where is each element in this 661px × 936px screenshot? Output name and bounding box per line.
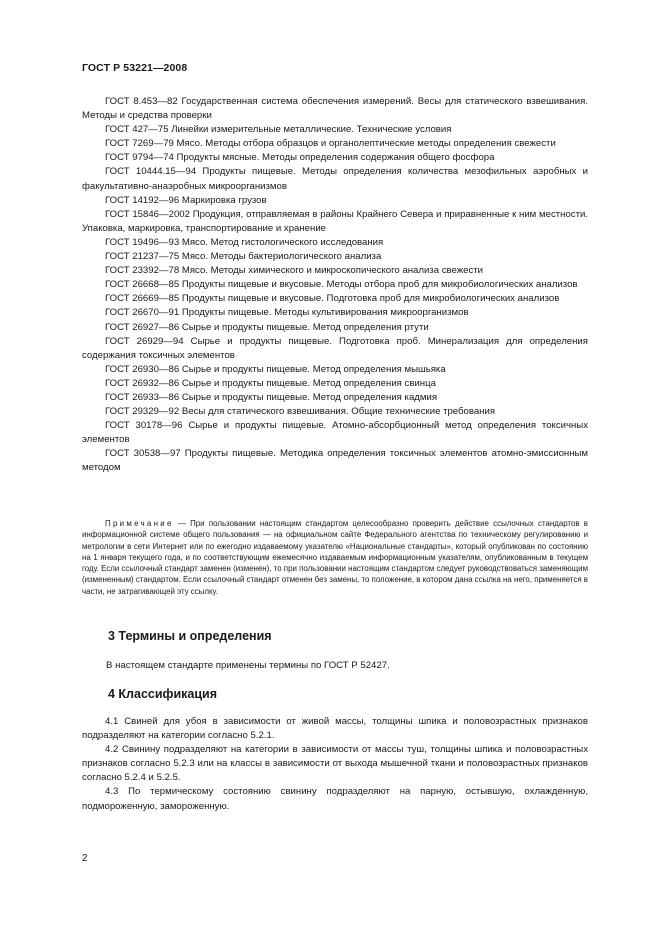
reference-item: ГОСТ 26929—94 Сырье и продукты пищевые. Подготовка проб. Минерализация для определения содержания токсичных элементов [82,335,588,361]
reference-item: ГОСТ 7269—79 Мясо. Методы отбора образцов и органолептические методы определения свежести [105,138,556,150]
clause-4-3: 4.3 По термическому состоянию свинину подразделяют на парную, остывшую, охлажденную, подмороженную, замороженную. [82,786,588,812]
running-header: ГОСТ Р 53221—2008 [82,62,188,74]
reference-item: ГОСТ 30178—96 Сырье и продукты пищевые. Атомно-абсорбционный метод определения токсичных элементов [82,420,588,446]
reference-item: ГОСТ 26927—86 Сырье и продукты пищевые. Метод определения ртути [105,321,429,333]
reference-item: ГОСТ 26668—85 Продукты пищевые и вкусовые. Методы отбора проб для микробиологических анализов [105,279,578,291]
reference-item: ГОСТ 26669—85 Продукты пищевые и вкусовые. Подготовка проб для микробиологических анализов [105,293,560,305]
reference-item: ГОСТ 26930—86 Сырье и продукты пищевые. Метод определения мышьяка [105,363,446,375]
reference-item: ГОСТ 14192—96 Маркировка грузов [105,194,267,206]
section-3-text: В настоящем стандарте применены термины по ГОСТ Р 52427. [106,660,390,671]
reference-item: ГОСТ 29329—92 Весы для статического взвешивания. Общие технические требования [105,406,496,418]
page-number: 2 [82,853,88,864]
clause-4-2: 4.2 Свинину подразделяют на категории в зависимости от массы туш, толщины шпика и половозрастных признаков согласно 5.2.3 или на классы в зависимости от выхода мышечной ткани и половозрастных признаков согласно 5.2.4 и 5.2.5. [82,744,588,784]
section-4-heading: 4 Классификация [108,687,218,701]
reference-item: ГОСТ 19496—93 Мясо. Метод гистологического исследования [105,236,384,248]
section-3-heading: 3 Термины и определения [108,629,272,643]
reference-item: ГОСТ 427—75 Линейки измерительные металлические. Технические условия [105,124,452,136]
section-4-body [82,715,588,814]
normative-references-list [82,95,588,476]
reference-item: ГОСТ 26933—86 Сырье и продукты пищевые. Метод определения кадмия [105,391,438,403]
reference-item: ГОСТ 26932—86 Сырье и продукты пищевые. Метод определения свинца [105,377,436,389]
reference-item: ГОСТ 21237—75 Мясо. Методы бактериологического анализа [105,251,382,263]
reference-item: ГОСТ 23392—78 Мясо. Методы химического и микроскопического анализа свежести [105,265,484,277]
reference-item: ГОСТ 10444.15—94 Продукты пищевые. Методы определения количества мезофильных аэробных и факультативно-анаэробных микроорганизмов [82,166,588,192]
note-paragraph [82,518,588,597]
reference-item: ГОСТ 26670—91 Продукты пищевые. Методы культивирования микроорганизмов [105,307,469,319]
reference-item: ГОСТ 15846—2002 Продукция, отправляемая в районы Крайнего Севера и приравненные к ним местности. Упаковка, маркировка, транспортирование и хранение [82,208,588,234]
reference-item: ГОСТ 9794—74 Продукты мясные. Методы определения содержания общего фосфора [105,152,495,164]
note-text: — При пользовании настоящим стандартом целесообразно проверить действие ссылочных стандартов в информационной системе общего пользования — на официальном сайте Федерального агентства по техническому регулированию и метрологии в сети Интернет или по ежегодно издаваемому указателю «Национальные стандарты», который опубликован по состоянию на 1 января текущего года, и по соответствующим ежемесячно издаваемым информационным указателям, опубликованным в текущем году. Если ссылочный стандарт заменен (изменен), то при пользовании настоящим стандартом следует руководствоваться заменяющим (измененным) стандартом. Если ссылочный стандарт отменен без замены, то положение, в котором дана ссылка на него, применяется в части, не затрагивающей эту ссылку. [82,519,588,596]
clause-4-1: 4.1 Свиней для убоя в зависимости от живой массы, толщины шпика и половозрастных признаков подразделяют на категории согласно 5.2.1. [82,716,588,742]
reference-item: ГОСТ 8.453—82 Государственная система обеспечения измерений. Весы для статического взвешивания. Методы и средства проверки [82,96,588,122]
note-label: Примечание [105,519,174,528]
reference-item: ГОСТ 30538—97 Продукты пищевые. Методика определения токсичных элементов атомно-эмиссионным методом [82,448,588,474]
